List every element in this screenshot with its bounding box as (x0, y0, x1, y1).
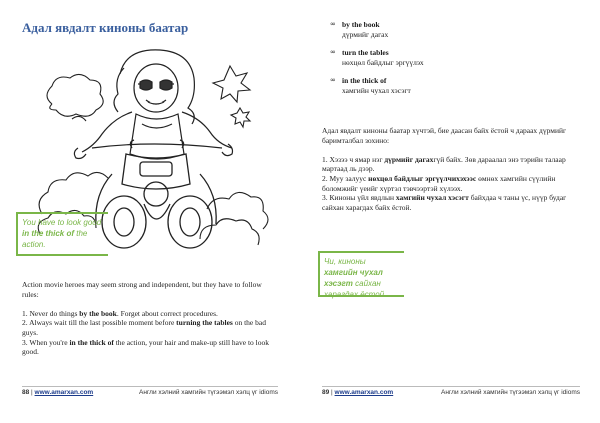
intro-paragraph: Адал явдалт киноны баатар хүчтэй, бие даасан байх ёстой ч дараах дүрмийг баримталбал зохино: (322, 126, 567, 145)
rule-1: 1. Never do things by the book. Forget about correct procedures. (22, 308, 218, 318)
page-footer: 88 | www.amarxan.com Англи хэлний хамгийн түгээмэл хэлц үг idioms (22, 386, 278, 401)
idiom-in-the-thick-of: in the thick of (69, 337, 114, 347)
infinity-bullet-icon: ∞ (330, 20, 336, 28)
callout-box (318, 251, 404, 297)
mongolian-body (322, 126, 580, 212)
infinity-bullet-icon: ∞ (330, 48, 336, 57)
vocab-meaning: нөхцөл байдлыг эргүүлэх (342, 57, 424, 67)
english-body (22, 280, 278, 357)
idiom-by-the-book: by the book (79, 308, 117, 318)
site-link[interactable]: www.amarxan.com (334, 389, 394, 396)
idiom-highlight: нөхцөл байдлыг эргүүлчихэхээс (368, 173, 477, 183)
idiom-turning-the-tables: turning the tables (176, 318, 233, 328)
callout-idiom: хамгийн чухал хэсэгт (324, 268, 383, 288)
callout-text: You have to look good (22, 218, 102, 227)
idiom-highlight: дүрмийг дагах (384, 154, 434, 164)
callout-text: Чи, киноны (324, 257, 366, 266)
intro-paragraph: Action movie heroes may seem strong and independent, but they have to follow rules: (22, 280, 262, 299)
callout-text-end: сайхан харагдах ёстой. (324, 279, 387, 299)
vocab-meaning: дүрмийг дагах (342, 29, 389, 39)
vocab-item (330, 48, 570, 67)
callout-text-end: the action. (22, 229, 88, 249)
callout-idiom: in the thick of (22, 229, 74, 238)
page-number: 88 (22, 389, 30, 396)
vocabulary-list (330, 20, 570, 105)
vocab-item (330, 20, 570, 39)
vocab-term: in the thick of (342, 76, 387, 86)
idiom-highlight: хамгийн чухал хэсэгт (395, 193, 469, 203)
page-footer: 89 | www.amarxan.com Англи хэлний хамгийн түгээмэл хэлц үг idioms (322, 386, 580, 401)
rule-2: 2. Муу залуус нөхцөл байдлыг эргүүлчихэхээс өмнөх хамгийн сүүлийн боломжийг үеийг хүртэл тэвчээртэй хүлээх. (322, 173, 556, 193)
book-title: Англи хэлний хамгийн түгээмэл хэлц үг idioms (139, 389, 278, 396)
page-number: 89 (322, 389, 330, 396)
vocab-term: turn the tables (342, 48, 389, 58)
book-title: Англи хэлний хамгийн түгээмэл хэлц үг idioms (441, 389, 580, 396)
vocab-item (330, 76, 570, 95)
site-link[interactable]: www.amarxan.com (34, 389, 94, 396)
rule-1: 1. Хэзээ ч ямар нэг дүрмийг дагахгүй байх. Зөв дараалал энэ тэрийн талаар мартаад ль дээр. (322, 154, 566, 174)
vocab-term: by the book (342, 20, 380, 29)
rule-3: 3. Киноны үйл явдлын хамгийн чухал хэсэгт байхдаа ч таны үс, нүүр будаг сайхан харагдах байх ёстой. (322, 193, 567, 212)
page-title: Адал явдалт киноны баатар (22, 20, 189, 35)
rule-2: 2. Always wait till the last possible moment before turning the tables on the bad guys. (22, 318, 266, 337)
callout-box (16, 212, 108, 256)
infinity-bullet-icon: ∞ (330, 76, 336, 85)
vocab-meaning: хамгийн чухал хэсэгт (342, 85, 411, 95)
rule-3: 3. When you're in the thick of the action, your hair and make-up still have to look good. (22, 337, 270, 357)
